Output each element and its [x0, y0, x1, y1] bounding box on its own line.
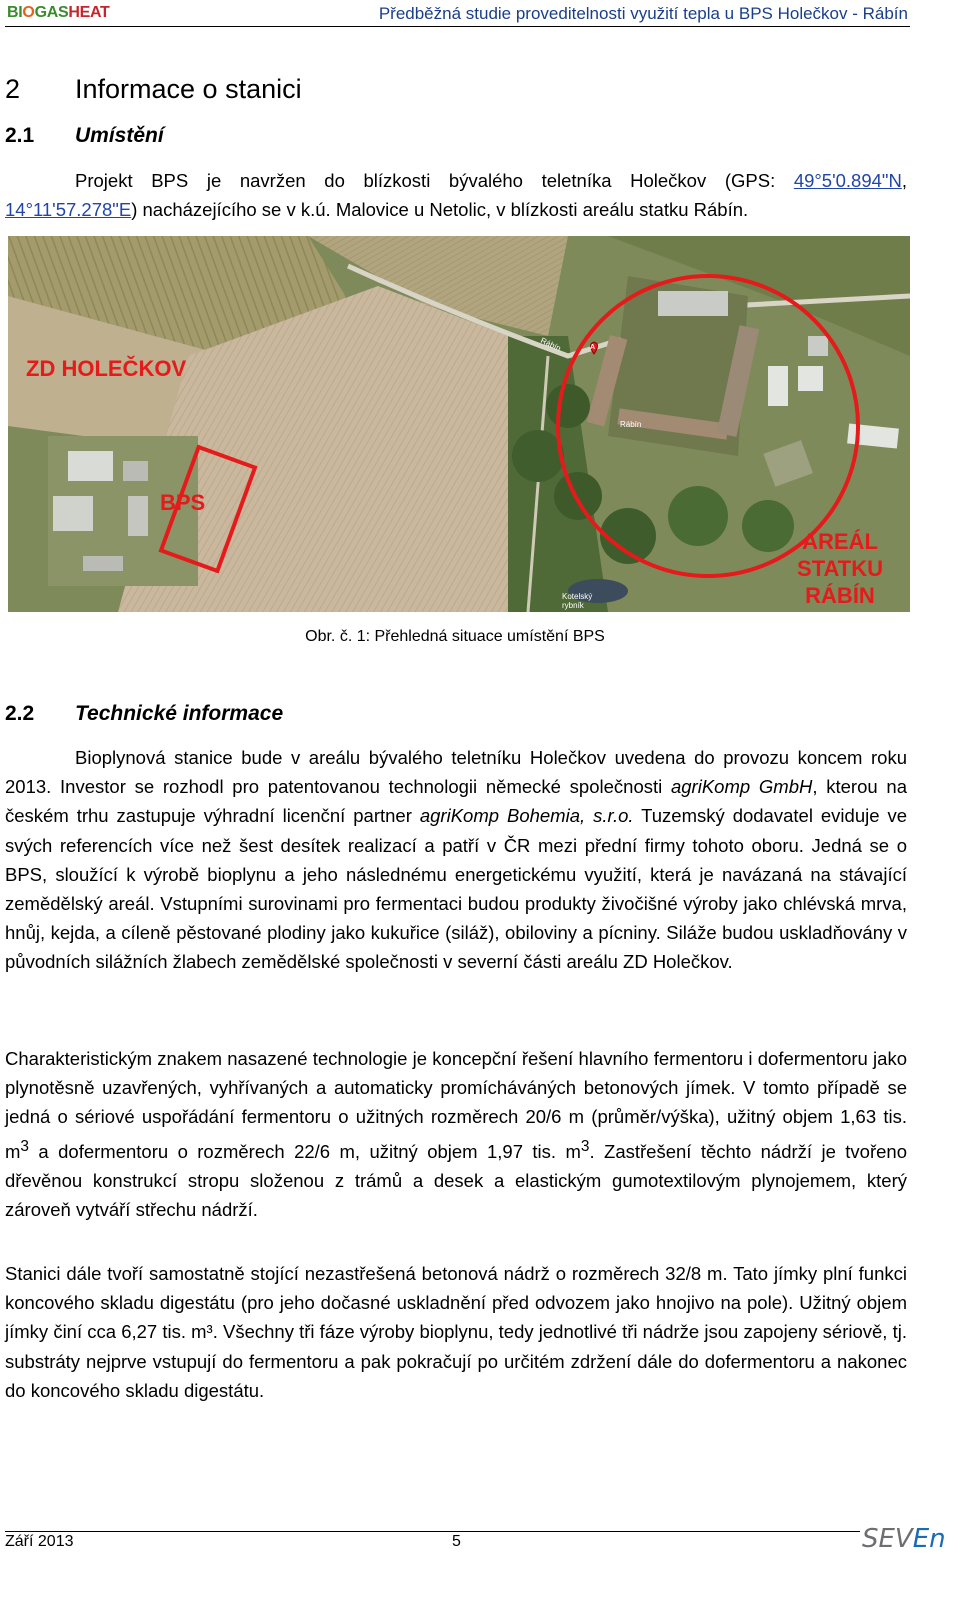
section-title: Informace o stanici [75, 74, 302, 104]
map-label-bps: BPS [160, 490, 206, 515]
section-2-1-heading [5, 124, 164, 148]
partner-name: agriKomp Bohemia, s.r.o. [419, 805, 634, 827]
header-title: Předběžná studie proveditelnosti využití tepla u BPS Holečkov - Rábín [378, 4, 908, 23]
section-number: 2.1 [5, 124, 35, 147]
technical-paragraph-2: Charakteristickým znakem nasazené technologie je koncepční řešení hlavního fermentoru i dofermentoru jako plynotěsně uzavřených, vyhřívaných a automaticky promícháváných betonových jímek. V tomto případě se jedná o sériové uspořádání fermentoru o užitných rozměrech 20/6 m (průměr/výška), užitný objem 1,63 tis. $m^3$ a dofermentoru o rozměrech 22/6 m, užitný objem 1,97 tis. $m^3$. Zastřešení těchto nádrží je tvořeno dřevěnou konstrukcí stropu složenou z trámů a desek a elastickým gumotextilovým plynojemem, který zároveň vytváří střechu nádrží. [5, 1048, 907, 1221]
section-2-2-heading [5, 702, 283, 726]
map-label-village: Rábín [620, 420, 642, 429]
seven-logo: SEVEn [862, 1524, 946, 1554]
page-number: 5 [452, 1533, 461, 1550]
section-2-heading [5, 74, 302, 105]
section-number: 2.2 [5, 702, 35, 725]
biogasheat-logo: BIOGASHEAT [7, 4, 110, 21]
figure-caption: Obr. č. 1: Přehledná situace umístění BPS [305, 628, 605, 645]
page-header [5, 0, 910, 27]
aerial-map-image [8, 236, 910, 612]
location-paragraph: Projekt BPS je navržen do blízkosti bývalého teletníka Holečkov (GPS: 49°5'0.894"N, 14°11'57.278"E) nacházejícího se v k.ú. Malovice u Netolic, v blízkosti areálu statku Rábín. [5, 170, 907, 221]
map-label-areal-statku-rabin: AREÁL STATKU RÁBÍN [797, 529, 883, 608]
gps-longitude-link[interactable]: 14°11'57.278"E [5, 199, 132, 221]
gps-latitude-link[interactable]: 49°5'0.894"N [793, 170, 902, 191]
map-label-zd-holeckov: ZD HOLEČKOV [26, 356, 187, 381]
section-title: Umístění [75, 124, 164, 147]
footer-date: Září 2013 [5, 1533, 74, 1550]
section-number: 2 [5, 74, 21, 104]
footer-divider [5, 1531, 860, 1532]
map-marker-icon: A [590, 344, 596, 351]
map-label-pond: Kotelský rybník [562, 592, 593, 610]
map-label-road: Rábín [539, 335, 563, 354]
technical-paragraph-3: Stanici dále tvoří samostatně stojící nezastřešená betonová nádrž o rozměrech 32/8 m. Tato jímky plní funkci koncového skladu digestátu (pro jeho dočasné uskladnění před odvozem jako hnojivo na pole). Užitný objem jímky činí cca 6,27 tis. m³. Všechny tři fáze výroby bioplynu, tedy jednotlivé tři nádrže jsou zapojeny sériově, tj. substráty nejprve vstupují do fermentoru a pak pokračují po určitém zdržení dále do dofermentoru a nakonec do koncového skladu digestátu. [5, 1263, 907, 1401]
section-title: Technické informace [75, 702, 284, 725]
company-name: agriKomp GmbH [670, 776, 813, 798]
technical-paragraph-1: Bioplynová stanice bude v areálu bývalého teletníku Holečkov uvedena do provozu koncem roku 2013. Investor se rozhodl pro patentovanou technologii německé společnosti agriKomp GmbH, kterou na českém trhu zastupuje výhradní licenční partner agriKomp Bohemia, s.r.o. Tuzemský dodavatel eviduje ve svých referencích více než šest desítek realizací a patří v ČR mezi přední firmy tohoto oboru. Jedná se o BPS, sloužící k výrobě bioplynu a jeho následnému energetickému využití, která je navázaná na stávající zemědělský areál. Vstupními surovinami pro fermentaci budou produkty živočišné výroby jako chlévská mrva, hnůj, kejda, a cíleně pěstované plodiny jako kukuřice (siláž), obiloviny a pícniny. Siláže budou uskladňovány v původních silážních žlabech zemědělské společnosti v severní části areálu ZD Holečkov. [5, 747, 907, 973]
